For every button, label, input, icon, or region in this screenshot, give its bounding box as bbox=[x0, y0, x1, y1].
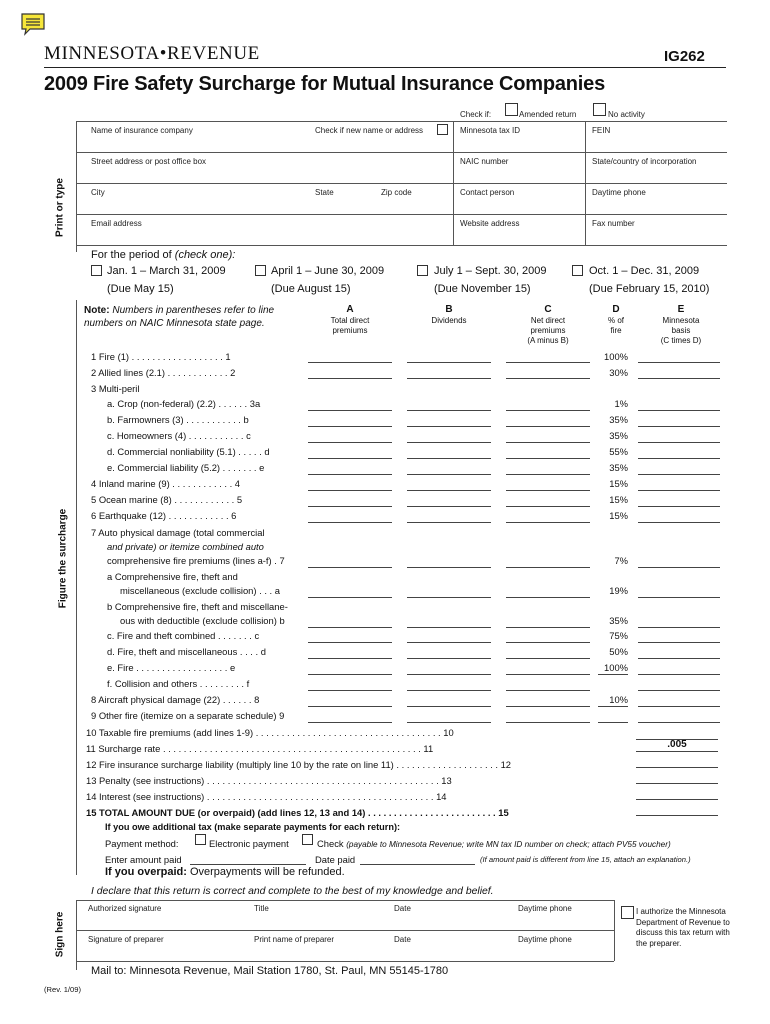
entry-field[interactable] bbox=[638, 674, 720, 675]
entry-field[interactable] bbox=[598, 674, 628, 675]
line-14: 14 Interest (see instructions) . . . . . . . . . . . . . . . . . . . . . . . . . . . . . . . . . . . . . . . . . . . . 14 bbox=[86, 791, 447, 802]
page-title: 2009 Fire Safety Surcharge for Mutual Insurance Companies bbox=[44, 73, 606, 95]
date-paid-field[interactable] bbox=[360, 864, 475, 865]
electronic-checkbox[interactable] bbox=[195, 834, 206, 845]
check-checkbox[interactable] bbox=[302, 834, 313, 845]
pct-4: 15% bbox=[609, 478, 628, 489]
q1-checkbox[interactable] bbox=[91, 265, 102, 276]
field-state[interactable]: State bbox=[315, 188, 334, 197]
entry-field[interactable] bbox=[506, 627, 590, 628]
entry-field[interactable] bbox=[407, 522, 491, 523]
line-7a-1: a Comprehensive fire, theft and bbox=[107, 571, 238, 582]
q1-due: (Due May 15) bbox=[107, 283, 174, 295]
field-email[interactable]: Email address bbox=[91, 219, 142, 228]
form-id: IG262 bbox=[664, 48, 705, 65]
entry-field[interactable] bbox=[407, 597, 491, 598]
col-e-header: E Minnesota basis (C times D) bbox=[660, 304, 702, 345]
entry-field[interactable] bbox=[407, 627, 491, 628]
q3-due: (Due November 15) bbox=[434, 283, 531, 295]
entry-field[interactable] bbox=[308, 522, 392, 523]
pct-7b: 35% bbox=[609, 615, 628, 626]
enter-amount-label: Enter amount paid bbox=[105, 854, 182, 865]
entry-field[interactable] bbox=[506, 474, 590, 475]
col-d-header: D % of fire bbox=[607, 304, 624, 335]
electronic-label: Electronic payment bbox=[209, 838, 289, 849]
entry-field[interactable] bbox=[638, 522, 720, 523]
header-rule bbox=[44, 67, 726, 68]
line-7b-2: ous with deductible (exclude collision) b bbox=[120, 615, 285, 626]
entry-field[interactable] bbox=[506, 642, 590, 643]
entry-field[interactable] bbox=[506, 706, 590, 707]
field-street[interactable]: Street address or post office box bbox=[91, 157, 207, 166]
entry-field[interactable] bbox=[308, 362, 392, 363]
line-8: 8 Aircraft physical damage (22) . . . . . . 8 bbox=[91, 694, 260, 705]
q1-label: Jan. 1 – March 31, 2009 bbox=[107, 265, 226, 277]
pct-8: 10% bbox=[609, 694, 628, 705]
side-rule-3 bbox=[76, 900, 77, 970]
line-3b: b. Farmowners (3) . . . . . . . . . . . b bbox=[107, 414, 249, 425]
preparer-name-field[interactable]: Print name of preparer bbox=[254, 935, 335, 944]
entry-field[interactable] bbox=[506, 490, 590, 491]
entry-field[interactable] bbox=[308, 458, 392, 459]
line-6: 6 Earthquake (12) . . . . . . . . . . . . 6 bbox=[91, 510, 237, 521]
entry-field[interactable] bbox=[638, 378, 720, 379]
field-state-country[interactable]: State/country of incorporation bbox=[592, 157, 697, 166]
q4-label: Oct. 1 – Dec. 31, 2009 bbox=[589, 265, 700, 277]
brand-logo: MINNESOTA•REVENUE bbox=[44, 43, 260, 64]
q3-label: July 1 – Sept. 30, 2009 bbox=[434, 265, 547, 277]
entry-field[interactable] bbox=[308, 690, 392, 691]
entry-field[interactable] bbox=[506, 690, 590, 691]
entry-field[interactable] bbox=[407, 567, 491, 568]
entry-field[interactable] bbox=[308, 490, 392, 491]
entry-field[interactable] bbox=[506, 722, 590, 723]
entry-field[interactable] bbox=[308, 674, 392, 675]
field-city[interactable]: City bbox=[91, 188, 105, 197]
line-7-1: 7 Auto physical damage (total commercial bbox=[91, 527, 265, 538]
line-15-field[interactable] bbox=[636, 815, 718, 816]
entry-field[interactable] bbox=[506, 567, 590, 568]
entry-field[interactable] bbox=[638, 597, 720, 598]
entry-field[interactable] bbox=[308, 378, 392, 379]
q2-due: (Due August 15) bbox=[271, 283, 351, 295]
date-field[interactable]: Date bbox=[394, 904, 411, 913]
q4-due: (Due February 15, 2010) bbox=[589, 283, 710, 295]
pct-7d: 50% bbox=[609, 646, 628, 657]
auth-signature-field[interactable]: Authorized signature bbox=[88, 904, 162, 913]
entry-field[interactable] bbox=[407, 442, 491, 443]
entry-field[interactable] bbox=[308, 722, 392, 723]
line-10: 10 Taxable fire premiums (add lines 1-9) . . . . . . . . . . . . . . . . . . . . . . . . . . . . . . . . . . . . 10 bbox=[86, 727, 454, 738]
line-2: 2 Allied lines (2.1) . . . . . . . . . . . . 2 bbox=[91, 367, 236, 378]
entry-field[interactable] bbox=[638, 642, 720, 643]
entry-field[interactable] bbox=[308, 642, 392, 643]
entry-field[interactable] bbox=[308, 658, 392, 659]
entry-field[interactable] bbox=[506, 522, 590, 523]
q2-checkbox[interactable] bbox=[255, 265, 266, 276]
preparer-date-field[interactable]: Date bbox=[394, 935, 411, 944]
entry-field[interactable] bbox=[638, 490, 720, 491]
entry-field[interactable] bbox=[638, 442, 720, 443]
payment-method-label: Payment method: bbox=[105, 838, 179, 849]
check-label: Check (payable to Minnesota Revenue; write MN tax ID number on check; attach PV55 voucher) bbox=[317, 838, 671, 849]
entry-field[interactable] bbox=[308, 426, 392, 427]
pct-1: 100% bbox=[604, 351, 628, 362]
entry-field[interactable] bbox=[598, 722, 628, 723]
authorize-text: I authorize the Minnesota Department of Revenue to discuss this tax return with the preparer. bbox=[636, 907, 730, 948]
entry-field[interactable] bbox=[506, 658, 590, 659]
line-4: 4 Inland marine (9) . . . . . . . . . . . . 4 bbox=[91, 478, 241, 489]
entry-field[interactable] bbox=[638, 690, 720, 691]
entry-field[interactable] bbox=[598, 706, 628, 707]
period-label: For the period of (check one): bbox=[91, 249, 236, 261]
pct-3c: 35% bbox=[609, 430, 628, 441]
entry-field[interactable] bbox=[638, 458, 720, 459]
entry-field[interactable] bbox=[638, 627, 720, 628]
col-c-header: C Net direct premiums (A minus B) bbox=[527, 304, 569, 345]
q4-checkbox[interactable] bbox=[572, 265, 583, 276]
pct-2: 30% bbox=[609, 367, 628, 378]
surcharge-rate-value: .005 bbox=[667, 739, 687, 750]
pct-3a: 1% bbox=[614, 398, 628, 409]
owe-text: If you owe additional tax (make separate payments for each return): bbox=[105, 822, 401, 832]
preparer-signature-field[interactable]: Signature of preparer bbox=[88, 935, 164, 944]
line-15: 15 TOTAL AMOUNT DUE (or overpaid) (add lines 12, 13 and 14) . . . . . . . . . . . . . . . . . . . . . . . . . 15 bbox=[86, 807, 509, 818]
entry-field[interactable] bbox=[506, 458, 590, 459]
entry-field[interactable] bbox=[308, 567, 392, 568]
pct-3d: 55% bbox=[609, 446, 628, 457]
entry-field[interactable] bbox=[407, 490, 491, 491]
line-12-field[interactable] bbox=[636, 767, 718, 768]
line-13-field[interactable] bbox=[636, 783, 718, 784]
entry-field[interactable] bbox=[407, 642, 491, 643]
field-mn-tax-id[interactable]: Minnesota tax ID bbox=[460, 126, 521, 135]
entry-field[interactable] bbox=[638, 722, 720, 723]
entry-field[interactable] bbox=[407, 426, 491, 427]
line-13: 13 Penalty (see instructions) . . . . . . . . . . . . . . . . . . . . . . . . . . . . . . . . . . . . . . . . . . . . . 13 bbox=[86, 775, 452, 786]
line-5: 5 Ocean marine (8) . . . . . . . . . . . . 5 bbox=[91, 494, 243, 505]
note-text: Note: Numbers in parentheses refer to line numbers on NAIC Minnesota state page. bbox=[84, 305, 275, 329]
declaration: I declare that this return is correct and complete to the best of my knowledge and belief. bbox=[91, 886, 494, 897]
entry-field[interactable] bbox=[308, 706, 392, 707]
entry-field[interactable] bbox=[308, 597, 392, 598]
entry-field[interactable] bbox=[308, 410, 392, 411]
phone-field[interactable]: Daytime phone bbox=[518, 904, 572, 913]
line-3e: e. Commercial liability (5.2) . . . . . . . e bbox=[107, 462, 265, 473]
field-fax[interactable]: Fax number bbox=[592, 219, 635, 228]
pct-7c: 75% bbox=[609, 630, 628, 641]
entry-field[interactable] bbox=[407, 458, 491, 459]
line-7a-2: miscellaneous (exclude collision) . . . a bbox=[120, 585, 280, 596]
line-7-3: comprehensive fire premiums (lines a-f) . 7 bbox=[107, 555, 285, 566]
field-daytime-phone[interactable]: Daytime phone bbox=[592, 188, 646, 197]
field-fein[interactable]: FEIN bbox=[592, 126, 611, 135]
line-12: 12 Fire insurance surcharge liability (multiply line 10 by the rate on line 11) . . . . . . . . . . . . . . . . . . . . 12 bbox=[86, 759, 512, 770]
line-7b-1: b Comprehensive fire, theft and miscellane- bbox=[107, 601, 288, 612]
pct-3b: 35% bbox=[609, 414, 628, 425]
no-activity-label: No activity bbox=[608, 110, 645, 119]
amended-checkbox[interactable] bbox=[505, 103, 518, 116]
line-11-field[interactable] bbox=[636, 751, 718, 752]
entry-field[interactable] bbox=[506, 442, 590, 443]
entry-field[interactable] bbox=[407, 362, 491, 363]
entry-field[interactable] bbox=[407, 506, 491, 507]
entry-field[interactable] bbox=[638, 410, 720, 411]
entry-field[interactable] bbox=[308, 442, 392, 443]
line-14-field[interactable] bbox=[636, 799, 718, 800]
entry-field[interactable] bbox=[506, 506, 590, 507]
entry-field[interactable] bbox=[638, 706, 720, 707]
line-7f: f. Collision and others . . . . . . . . . f bbox=[107, 678, 250, 689]
mail-to: Mail to: Minnesota Revenue, Mail Station 1780, St. Paul, MN 55145-1780 bbox=[91, 965, 449, 977]
side-label-print: Print or type bbox=[54, 178, 66, 237]
field-naic[interactable]: NAIC number bbox=[460, 157, 509, 166]
entry-field[interactable] bbox=[506, 410, 590, 411]
title-field[interactable]: Title bbox=[254, 904, 269, 913]
entry-field[interactable] bbox=[407, 378, 491, 379]
entry-field[interactable] bbox=[407, 410, 491, 411]
preparer-phone-field[interactable]: Daytime phone bbox=[518, 935, 572, 944]
entry-field[interactable] bbox=[308, 506, 392, 507]
q3-checkbox[interactable] bbox=[417, 265, 428, 276]
entry-field[interactable] bbox=[638, 658, 720, 659]
amount-paid-field[interactable] bbox=[190, 864, 306, 865]
pct-7: 7% bbox=[614, 555, 628, 566]
entry-field[interactable] bbox=[407, 722, 491, 723]
rev-date: (Rev. 1/09) bbox=[44, 985, 81, 994]
line-1: 1 Fire (1) . . . . . . . . . . . . . . . . . . 1 bbox=[91, 351, 231, 362]
pct-7e: 100% bbox=[604, 662, 628, 673]
entry-field[interactable] bbox=[638, 474, 720, 475]
field-company-name[interactable]: Name of insurance company bbox=[91, 126, 193, 135]
line-9: 9 Other fire (itemize on a separate schedule) 9 bbox=[91, 710, 285, 721]
line-7e: e. Fire . . . . . . . . . . . . . . . . . . e bbox=[107, 662, 236, 673]
entry-field[interactable] bbox=[407, 674, 491, 675]
entry-field[interactable] bbox=[407, 658, 491, 659]
overpaid-text: If you overpaid: Overpayments will be refunded. bbox=[105, 866, 345, 878]
pct-3e: 35% bbox=[609, 462, 628, 473]
diff-note: (If amount paid is different from line 15, attach an explanation.) bbox=[480, 855, 691, 864]
field-website[interactable]: Website address bbox=[460, 219, 520, 228]
field-new-name: Check if new name or address bbox=[315, 126, 424, 135]
side-label-figure: Figure the surcharge bbox=[57, 508, 69, 609]
pct-5: 15% bbox=[609, 494, 628, 505]
no-activity-checkbox[interactable] bbox=[593, 103, 606, 116]
entry-field[interactable] bbox=[308, 474, 392, 475]
side-label-sign: Sign here bbox=[54, 911, 66, 958]
entry-field[interactable] bbox=[638, 567, 720, 568]
entry-field[interactable] bbox=[506, 674, 590, 675]
pct-6: 15% bbox=[609, 510, 628, 521]
line-3d: d. Commercial nonliability (5.1) . . . . . d bbox=[107, 446, 270, 457]
check-if-label: Check if: bbox=[460, 110, 492, 119]
authorize-checkbox[interactable] bbox=[621, 906, 634, 919]
entry-field[interactable] bbox=[308, 627, 392, 628]
side-rule-1 bbox=[76, 121, 77, 252]
field-zip[interactable]: Zip code bbox=[381, 188, 412, 197]
entry-field[interactable] bbox=[638, 426, 720, 427]
side-rule-2 bbox=[76, 300, 77, 875]
pct-7a: 19% bbox=[609, 585, 628, 596]
date-paid-label: Date paid bbox=[315, 854, 356, 865]
entry-field[interactable] bbox=[638, 362, 720, 363]
q2-label: April 1 – June 30, 2009 bbox=[271, 265, 385, 277]
line-7c: c. Fire and theft combined . . . . . . . c bbox=[107, 630, 260, 641]
note-icon[interactable] bbox=[20, 12, 46, 36]
line-3: 3 Multi-peril bbox=[91, 383, 140, 394]
entry-field[interactable] bbox=[506, 378, 590, 379]
col-a-header: A Total direct premiums bbox=[330, 304, 370, 335]
new-name-checkbox[interactable] bbox=[437, 124, 448, 135]
field-contact[interactable]: Contact person bbox=[460, 188, 515, 197]
entry-field[interactable] bbox=[506, 597, 590, 598]
entry-field[interactable] bbox=[506, 426, 590, 427]
line-7-2: and private) or itemize combined auto bbox=[107, 541, 264, 552]
line-3a: a. Crop (non-federal) (2.2) . . . . . . 3a bbox=[107, 398, 261, 409]
line-11: 11 Surcharge rate . . . . . . . . . . . . . . . . . . . . . . . . . . . . . . . . . . . . . . . . . . . . . . . . . . 11 bbox=[86, 743, 434, 754]
amended-label: Amended return bbox=[519, 110, 577, 119]
entry-field[interactable] bbox=[506, 362, 590, 363]
entry-field[interactable] bbox=[638, 506, 720, 507]
entry-field[interactable] bbox=[407, 474, 491, 475]
entry-field[interactable] bbox=[407, 706, 491, 707]
line-3c: c. Homeowners (4) . . . . . . . . . . . c bbox=[107, 430, 251, 441]
line-7d: d. Fire, theft and miscellaneous . . . . d bbox=[107, 646, 266, 657]
entry-field[interactable] bbox=[407, 690, 491, 691]
col-b-header: B Dividends bbox=[431, 304, 467, 325]
